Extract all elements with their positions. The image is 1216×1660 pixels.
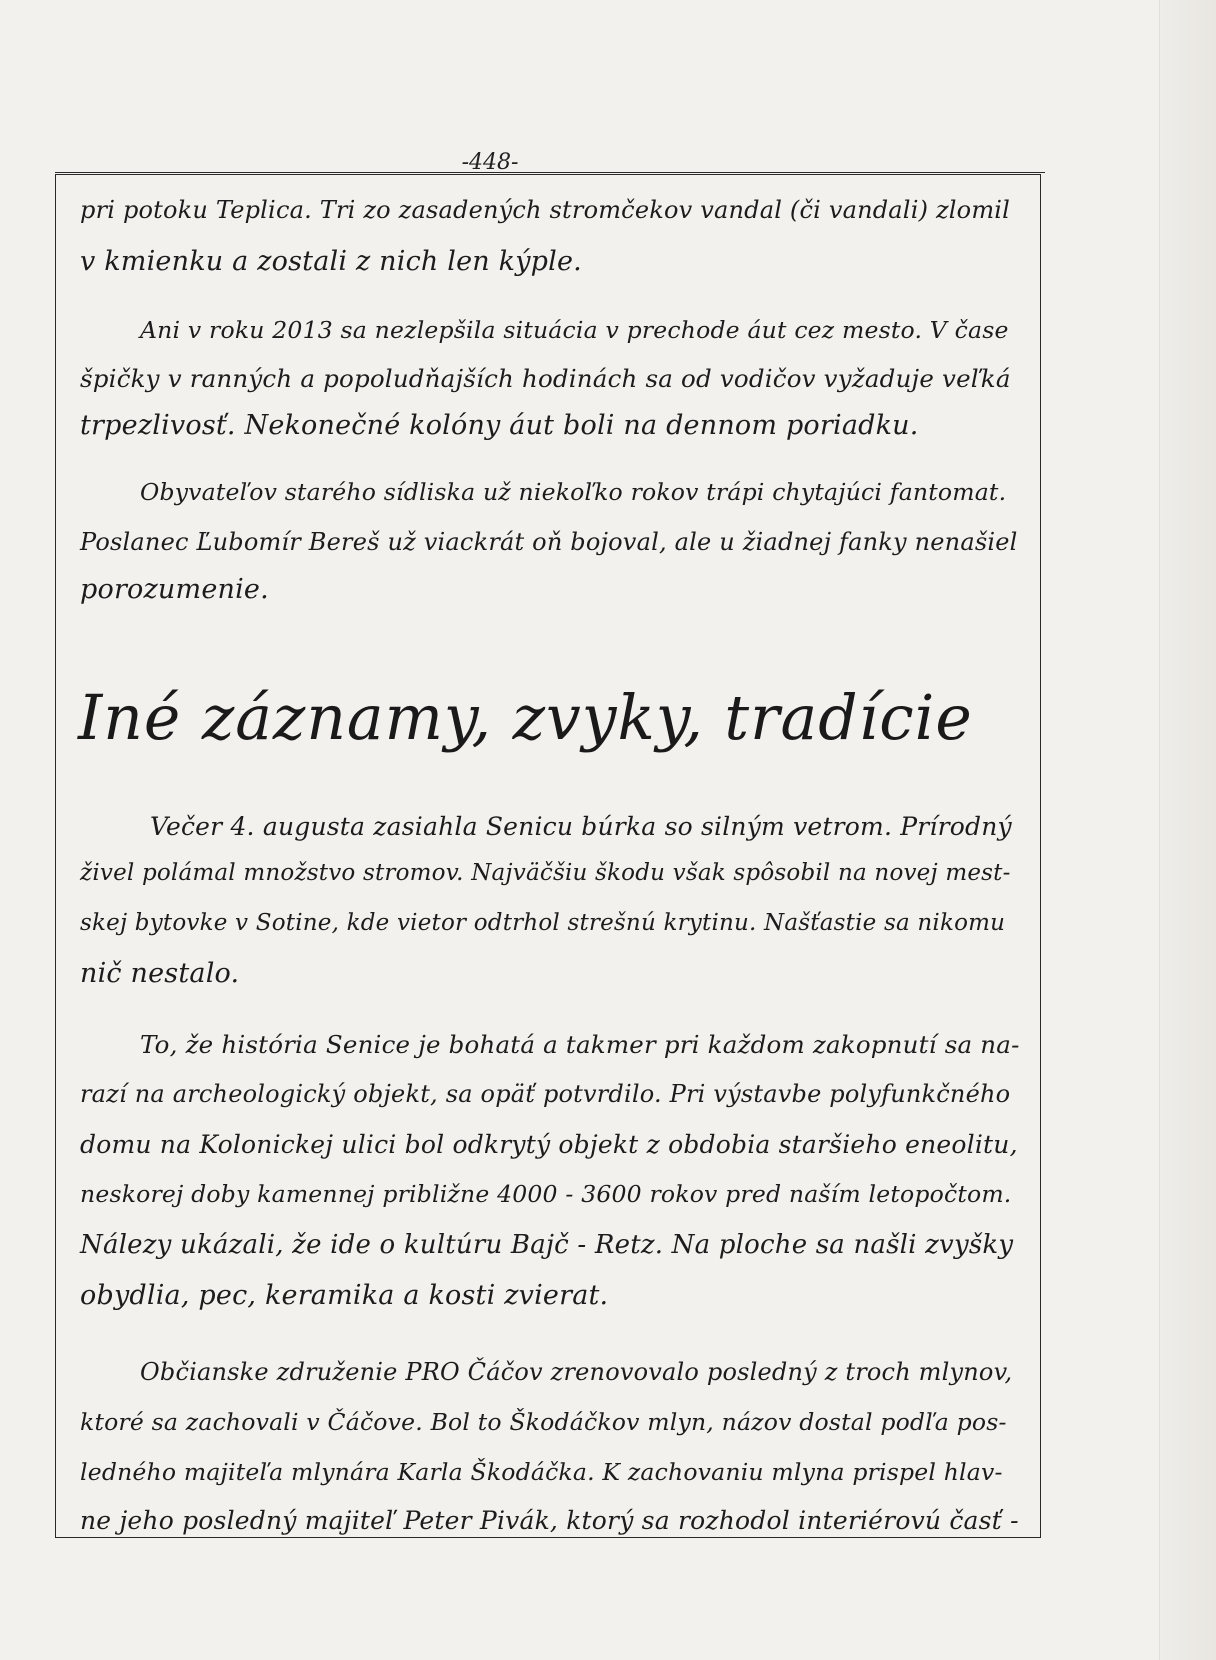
text-line: razí na archeologický objekt, sa opäť potvrdilo. Pri výstavbe polyfunkčného	[80, 1080, 1011, 1108]
text-line: Večer 4. augusta zasiahla Senicu búrka so silným vetrom. Prírodný	[150, 812, 1012, 841]
page-number: -448-	[461, 150, 519, 175]
text-line: domu na Kolonickej ulici bol odkrytý objekt z obdobia staršieho eneolitu,	[80, 1130, 1018, 1159]
text-line: v kmienku a zostali z nich len kýple.	[80, 246, 582, 277]
text-line: nič nestalo.	[80, 958, 240, 989]
text-line: ne jeho posledný majiteľ Peter Pivák, ktorý sa rozhodol interiérovú časť -	[80, 1506, 1019, 1535]
text-line: obydlia, pec, keramika a kosti zvierat.	[80, 1280, 609, 1311]
text-line: ledného majiteľa mlynára Karla Škodáčka. K zachovaniu mlyna prispel hlav-	[80, 1458, 1003, 1486]
text-line: Poslanec Ľubomír Bereš už viackrát oň bojoval, ale u žiadnej fanky nenašiel	[80, 528, 1018, 556]
text-line: Nálezy ukázali, že ide o kultúru Bajč - Retz. Na ploche sa našli zvyšky	[80, 1230, 1014, 1260]
text-line: Ani v roku 2013 sa nezlepšila situácia v prechode áut cez mesto. V čase	[140, 316, 1009, 344]
text-line: špičky v ranných a popoludňajších hodinách sa od vodičov vyžaduje veľká	[80, 364, 1011, 393]
text-line: živel polámal množstvo stromov. Najväčšiu škodu však spôsobil na novej mest-	[80, 860, 1011, 886]
text-line: Obyvateľov starého sídliska už niekoľko rokov trápi chytajúci fantomat.	[140, 478, 1007, 506]
text-line: trpezlivosť. Nekonečné kolóny áut boli na dennom poriadku.	[80, 410, 919, 441]
text-line: pri potoku Teplica. Tri zo zasadených stromčekov vandal (či vandali) zlomil	[80, 196, 1011, 224]
section-heading: Iné záznamy, zvyky, tradície	[78, 682, 973, 754]
text-line: neskorej doby kamennej približne 4000 - 3600 rokov pred naším letopočtom.	[80, 1180, 1012, 1208]
top-rule	[55, 172, 1045, 173]
text-line: ktoré sa zachovali v Čáčove. Bol to Škodáčkov mlyn, názov dostal podľa pos-	[80, 1408, 1007, 1436]
text-line: porozumenie.	[80, 574, 269, 605]
text-line: skej bytovke v Sotine, kde vietor odtrhol strešnú krytinu. Našťastie sa nikomu	[80, 910, 1006, 936]
page-edge	[1159, 0, 1216, 1660]
text-line: To, že história Senice je bohatá a takmer pri každom zakopnutí sa na-	[140, 1030, 1020, 1059]
text-line: Občianske združenie PRO Čáčov zrenovovalo posledný z troch mlynov,	[140, 1358, 1013, 1386]
